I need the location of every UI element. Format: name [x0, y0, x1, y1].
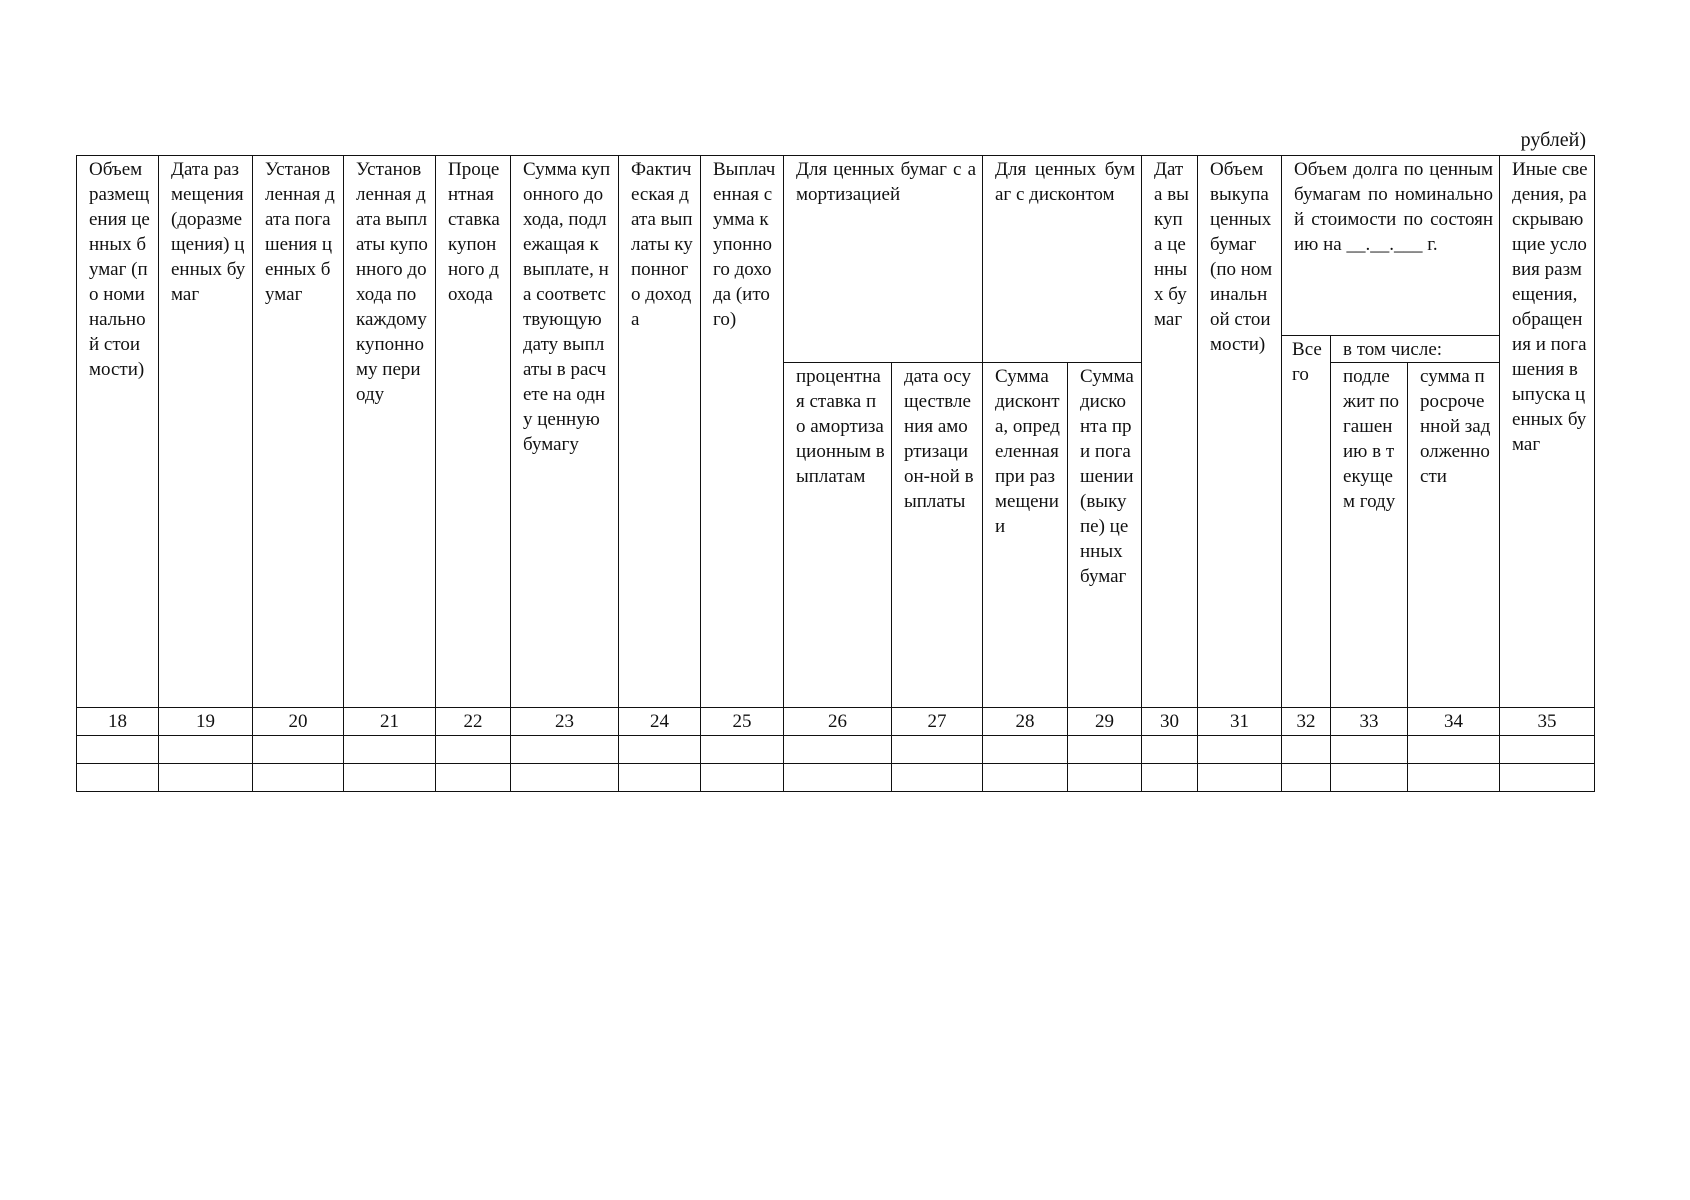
column-number-row: [77, 708, 1595, 736]
debt-date: __.__.___ г.: [1346, 234, 1438, 255]
column-number: 33: [1331, 708, 1408, 736]
data-cell[interactable]: [511, 764, 619, 792]
header-c30: Дата выкупа ценных бумаг: [1142, 156, 1198, 708]
column-number: 23: [511, 708, 619, 736]
data-cell[interactable]: [77, 764, 159, 792]
data-cell[interactable]: [1142, 736, 1198, 764]
data-cell[interactable]: [701, 764, 784, 792]
data-cell[interactable]: [159, 764, 253, 792]
data-cell[interactable]: [1282, 736, 1331, 764]
column-number: 26: [784, 708, 892, 736]
column-number: 19: [159, 708, 253, 736]
data-cell[interactable]: [159, 736, 253, 764]
header-row-1: [77, 156, 1595, 336]
header-c18: Объем размещения ценных бумаг (по номинальной стоимости): [77, 156, 159, 708]
header-c23: Сумма купонного дохода, подлежащая к выплате, на соответствующую дату выплаты в расчете на одну ценную бумагу: [511, 156, 619, 708]
data-cell[interactable]: [1331, 736, 1408, 764]
data-cell[interactable]: [77, 736, 159, 764]
data-row: [77, 736, 1595, 764]
header-debt-group: [1282, 156, 1500, 336]
data-cell[interactable]: [1331, 764, 1408, 792]
data-cell[interactable]: [1408, 764, 1500, 792]
header-c27: дата осуществления амортизацион-ной выплаты: [892, 363, 983, 708]
data-cell[interactable]: [1198, 736, 1282, 764]
header-c21: Установленная дата выплаты купонного дохода по каждому купонному периоду: [344, 156, 436, 708]
data-cell[interactable]: [1198, 764, 1282, 792]
data-cell[interactable]: [784, 764, 892, 792]
header-c22: Процентная ставка купонного дохода: [436, 156, 511, 708]
units-label: рублей): [1520, 129, 1586, 151]
securities-table: [76, 155, 1595, 792]
column-number: 21: [344, 708, 436, 736]
data-cell[interactable]: [511, 736, 619, 764]
data-cell[interactable]: [253, 736, 344, 764]
column-number: 29: [1068, 708, 1142, 736]
data-cell[interactable]: [892, 736, 983, 764]
data-cell[interactable]: [253, 764, 344, 792]
column-number: 28: [983, 708, 1068, 736]
data-cell[interactable]: [1500, 764, 1595, 792]
header-c34: сумма просроченной задолженности: [1408, 363, 1500, 708]
data-cell[interactable]: [1068, 736, 1142, 764]
column-number: 34: [1408, 708, 1500, 736]
header-c32: Всего: [1282, 336, 1331, 708]
column-number: 25: [701, 708, 784, 736]
header-c29: Сумма дисконта при погашении (выкупе) ценных бумаг: [1068, 363, 1142, 708]
column-number: 31: [1198, 708, 1282, 736]
header-c26: процентная ставка по амортизационным выплатам: [784, 363, 892, 708]
column-number: 20: [253, 708, 344, 736]
column-number: 27: [892, 708, 983, 736]
header-c35: Иные сведения, раскрывающие условия размещения, обращения и погашения выпуска ценных бумаг: [1500, 156, 1595, 708]
header-c24: Фактическая дата выплаты купонного дохода: [619, 156, 701, 708]
header-c25: Выплаченная сумма купонного дохода (итого): [701, 156, 784, 708]
data-cell[interactable]: [436, 736, 511, 764]
data-cell[interactable]: [892, 764, 983, 792]
data-cell[interactable]: [436, 764, 511, 792]
header-amortization-group: Для ценных бумаг с амортизацией: [784, 156, 983, 363]
data-cell[interactable]: [983, 736, 1068, 764]
data-cell[interactable]: [1500, 736, 1595, 764]
debt-group-label: Объем долга по ценным бумагам по номинальной стоимости по состоянию на: [1294, 159, 1494, 255]
data-cell[interactable]: [1142, 764, 1198, 792]
column-number: 22: [436, 708, 511, 736]
data-cell[interactable]: [983, 764, 1068, 792]
data-cell[interactable]: [784, 736, 892, 764]
data-cell[interactable]: [344, 764, 436, 792]
data-cell[interactable]: [619, 764, 701, 792]
column-number: 35: [1500, 708, 1595, 736]
header-c19: Дата размещения (доразмещения) ценных бумаг: [159, 156, 253, 708]
header-c28: Сумма дисконта, определенная при размещении: [983, 363, 1068, 708]
column-number: 18: [77, 708, 159, 736]
header-discount-group: Для ценных бумаг с дисконтом: [983, 156, 1142, 363]
data-cell[interactable]: [344, 736, 436, 764]
data-cell[interactable]: [1282, 764, 1331, 792]
data-cell[interactable]: [1068, 764, 1142, 792]
header-c20: Установленная дата погашения ценных бумаг: [253, 156, 344, 708]
data-cell[interactable]: [1408, 736, 1500, 764]
column-number: 32: [1282, 708, 1331, 736]
data-cell[interactable]: [701, 736, 784, 764]
data-row: [77, 764, 1595, 792]
column-number: 30: [1142, 708, 1198, 736]
column-number: 24: [619, 708, 701, 736]
header-including: в том числе:: [1331, 336, 1500, 363]
header-c31: Объем выкупа ценных бумаг (по номинальной стоимости): [1198, 156, 1282, 708]
header-c33: подлежит погашению в текущем году: [1331, 363, 1408, 708]
data-cell[interactable]: [619, 736, 701, 764]
